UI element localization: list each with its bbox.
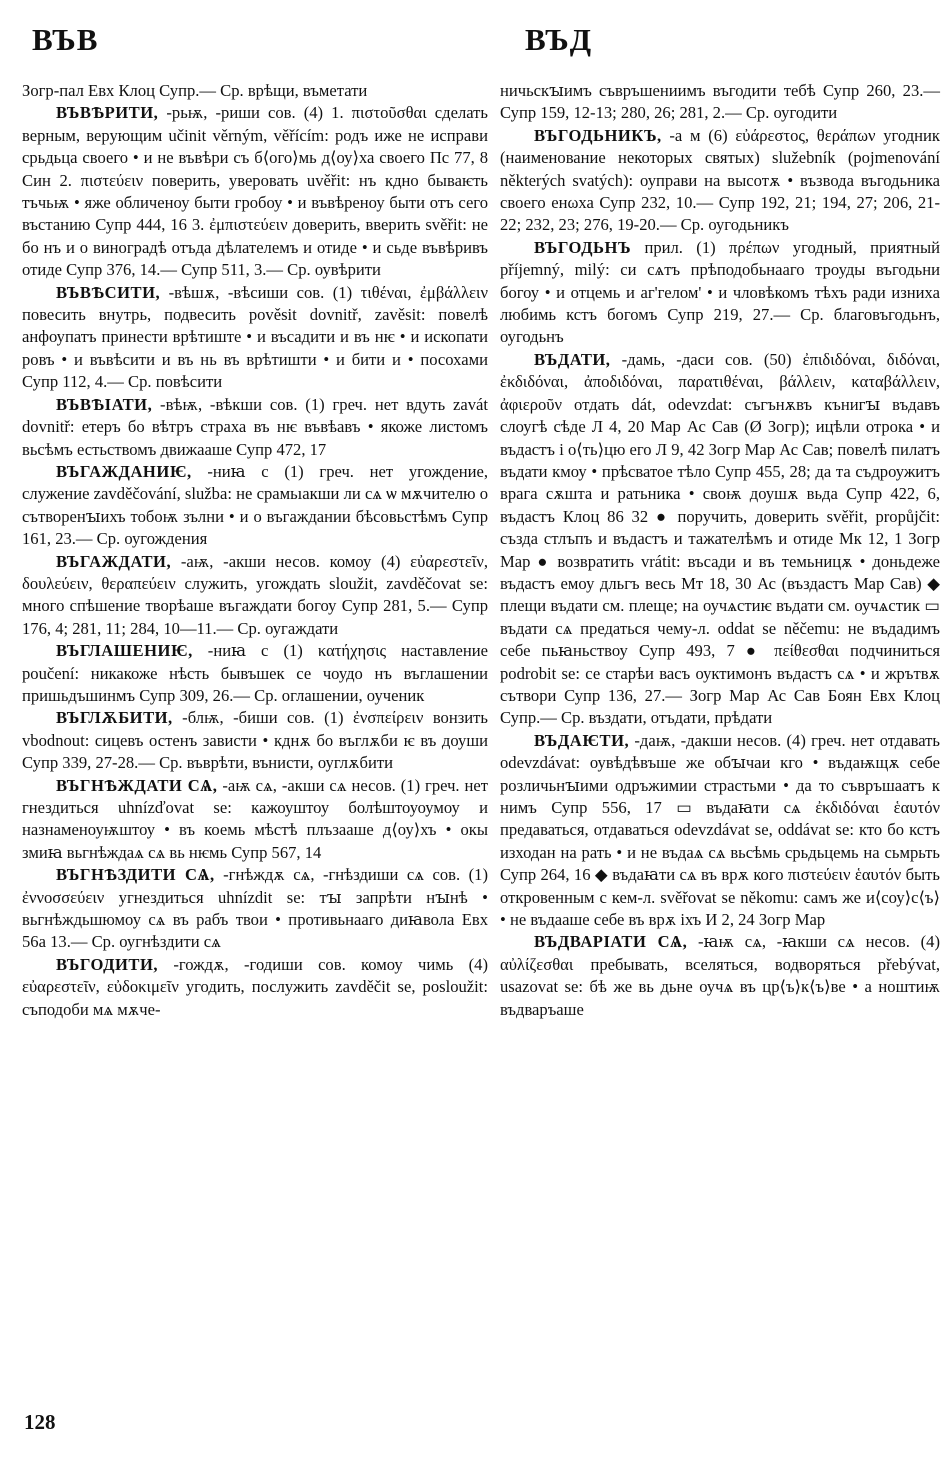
- entry-headword: ВЪВѢСИТИ,: [56, 282, 161, 302]
- entry-headword: ВЪГНѢЗДИТИ СѦ,: [56, 865, 215, 885]
- dictionary-entry: [22, 394, 488, 461]
- entry-headword: ВЪГАЖДАНИѤ,: [56, 461, 192, 481]
- dictionary-entry: [22, 864, 488, 954]
- entry-headword: ВЪГЛАШЕНИѤ,: [56, 641, 193, 661]
- entry-body: ничьскꙑимъ съвръшениимъ въгодити тебѣ Супр 260, 23.— Супр 159, 12-13; 280, 26; 281, 2.— Ср. оугодити: [500, 81, 940, 123]
- entry-headword: ВЪДАТИ,: [534, 349, 611, 369]
- entry-headword: ВЪГНѢЖДАТИ СѦ,: [56, 775, 218, 795]
- entry-body: -блѭ, -биши сов. (1) ἐνσπείρειν вонзить vbodnout: сицевъ остенъ зависти • кднѫ бо въглѫби ѥ въ доуши Супр 339, 27-28.— Ср. въврѣти, вънисти, оуглѫбити: [22, 708, 488, 773]
- entry-body: Зогр-пал Евх Клоц Супр.— Ср. врѣщи, въметати: [22, 81, 368, 100]
- dictionary-entry: [500, 237, 940, 349]
- entry-headword: ВЪВѢРИТИ,: [56, 103, 159, 123]
- dictionary-entry: [22, 640, 488, 707]
- dictionary-entry: [22, 551, 488, 641]
- entry-body: -дамь, -даси сов. (50) ἐπιδιδόναι, διδόναι, ἐκδιδόναι, ἀποδιδόναι, παρατιθέναι, βάλλειν, καταβάλλειν, ἀφιεροῦν отдать dát, odevzdat: съгънѫвъ кънигꙑ въдавъ слоугѣ сѣде Л 4, 20 Мар Ас Сав (Ø Зогр); ицѣли отрока • и въдастъ і о⟨ть⟩цю его Л 9, 42 Зогр Мар Ас Сав; повелѣ пилатъ въдати кмоу • прѣсватое тѣло Супр 455, 28; да та съдроужитъ врага сѫшта и ратьника • своѭ доушѫ вьда Супр 422, 6, въдастъ Клоц 86 32 ● поручить, доверить svěřit, propůjčit: създа стлъпъ и въдастъ и тажателѣмъ и отиде Мк 12, 1 Зогр Мар ● возвратить vrátit: въсади и въ темьницѫ • доньдеже въдастъ емоу дльгъ весь Мт 18, 30 Ас (въздастъ Мар Сав) ◆ плещи въдати см. плеще; на оучѧстиѥ въдати см. оучѧстик ▭ въдати сѧ предаться чему-л. oddat se něčemu: не въдадимъ себе пьꙗньствоу Супр 493, 7 ● πείθεσθαι подчиниться podrobit se: се старѣи васъ оуктимонъ въдастъ сѧ • и жрътвѫ сътвори Супр 136, 27.— Зогр Мар Ас Сав Боян Евх Клоц Супр.— Ср. въздати, отъдати, прѣдати: [500, 349, 940, 728]
- entry-body: -ꙗѭ сѧ, -ꙗкши сѧ несов. (4) αὐλίζεσθαι пребывать, вселяться, водворяться přebývat, usazovat se: бѣ же вь дьне оучѧ въ цр⟨ъ⟩к⟨ъ⟩ве • а ноштиѭ въдваръаше: [500, 932, 940, 1019]
- entry-body: -рьѭ, -риши сов. (4) 1. πιστοῦσθαι сделать верным, верующим učinit věrným, věřícím: родъ иже не исправи срьдьца своего • и не въвѣри съ б⟨ого⟩мь д⟨оу⟩ха своего Пс 77, 8 Син 2. πιστεύειν поверить, уверовать uvěřit: нъ кдно бываѥть тъчьѭ • яже обличеноу быти гробоу • и въвѣреноу быти отъ сего въстанию Супр 444, 16 3. ἐμπιστεύειν доверить, вверить svěřit: не бо нъ и о виноградѣ отъда дѣлателемъ и отиде • и сьде въвѣривъ отиде Супр 376, 14.— Супр 511, 3.— Ср. оувѣрити: [22, 103, 488, 280]
- running-head-right: ВЪД: [525, 22, 593, 57]
- right-column: [500, 80, 940, 1021]
- entry-headword: ВЪГОДИТИ,: [56, 954, 159, 974]
- entry-headword: ВЪВѢІАТИ,: [56, 394, 153, 414]
- dictionary-entry: [22, 707, 488, 774]
- dictionary-entry: [22, 461, 488, 551]
- entry-headword: ВЪГАЖДАТИ,: [56, 551, 172, 571]
- dictionary-entry: [500, 730, 940, 932]
- dictionary-entry: [22, 102, 488, 281]
- entry-body: прил. (1) πρέπων угодный, приятный příjemný, milý: си сѧтъ прѣподобьнааго троуды въгодьни богоу • и отцемь и аг'гелом' • и чловѣкомъ тѣхъ ради изниха любимь кстъ богомъ Супр 219, 27.— Ср. благовъгодьнъ, оугодьнъ: [500, 237, 940, 347]
- dictionary-entry: [22, 775, 488, 865]
- entry-headword: ВЪДАѤТИ,: [534, 730, 630, 750]
- entry-body: -аѭ сѧ, -акши сѧ несов. (1) греч. нет гнездиться uhnízďovat se: кажоуштоу болѣштоуоумоу и назнаменоуѭштоу • въ коемь мѣстѣ плъзааше д⟨оу⟩хъ • окы змиꙗ вьгнѣждаѧ сѧ вь нѥмь Супр 567, 14: [22, 775, 488, 862]
- entry-body: -даѭ, -дакши несов. (4) греч. нет отдавать odevzdávat: оувѣдѣвъше же обꙑчаи кго • въдаѭщѫ себе розличьнꙑими одръжимии страстьми • да то съвръшаатъ к нимъ Супр 556, 17 ▭ въдаꙗти сѧ ἐκδιδόναι ἑαυτόν предаваться, отдаваться odevzdávat se, oddávat se: кто бо кстъ изходан на рать • и не въдаѧ сѧ вьсѣмь срьдьцемь на сьмрьть Супр 264, 16 ◆ въдаꙗти сѧ въ врѫ кого πιστεύειν ἑαυτόν быть откровенным с кем-л. svěřovat se někomu: самъ же и⟨соу⟩с⟨ъ⟩ • не въдааше себе въ врѫ іхъ И 2, 24 Зогр Мар: [500, 730, 940, 930]
- dictionary-entry: [22, 282, 488, 394]
- entry-body: -гнѣждѫ сѧ, -гнѣздиши сѧ сов. (1) ἐννοσσεύειν угнездиться uhnízdit se: тꙑ запрѣти нꙑнѣ • вьгнѣждьшюмоу сѧ въ рабъ твои • противьнааго диꙗвола Евх 56а 13.— Ср. оугнѣздити сѧ: [22, 865, 488, 952]
- left-column: [22, 80, 488, 1021]
- dictionary-entry: [22, 80, 488, 102]
- entry-headword: ВЪДВАРІАТИ СѦ,: [534, 932, 688, 952]
- entry-body: -вѣшѫ, -вѣсиши сов. (1) τιθέναι, ἐμβάλλειν повесить внутрь, подвесить pověsit dovnitř, zavěsit: повелѣ анфоупатъ принести врѣтиште • и въсадити и въ нѥ • и ископати ровъ • и въвѣсити и въ нь въ врѣтишти • и бити и • посохами Супр 112, 4.— Ср. повѣсити: [22, 282, 488, 392]
- entry-headword: ВЪГЛѪБИТИ,: [56, 708, 173, 728]
- dictionary-entry: [500, 125, 940, 237]
- dictionary-entry: [500, 80, 940, 125]
- entry-body: -ниꙗ с (1) κατήχησις наставление poučení: никакоже нѣсть бывъшек се чоудо нъ въглашении пришьдъшинмъ Супр 309, 26.— Ср. оглашении, оученик: [22, 641, 488, 705]
- entry-body: -гождѫ, -годиши сов. комоу чимь (4) εὐαρεστεῖν, εὐδοκιμεῖν угодить, послужить zavděčit se, posloužit: съподоби мѧ мѫче-: [22, 954, 488, 1019]
- entry-body: -вѣѭ, -вѣкши сов. (1) греч. нет вдуть zavát dovnitř: етеръ бо вѣтръ страха въ нѥ въвѣавъ • якоже листомъ вьсѣмъ естьствомъ движааше Супр 472, 17: [22, 394, 488, 459]
- entry-body: -ниꙗ с (1) греч. нет угождение, служение zavděčování, služba: не срамьıакши ли сѧ ѡ мѫчителю о сътворенꙑихъ тобоѭ зълни • и о въгаждании бѣсовьстѣмъ Супр 161, 23.— Ср. оугождения: [22, 461, 488, 549]
- dictionary-entry: [22, 954, 488, 1021]
- entry-body: -аѭ, -акши несов. комоу (4) εὐαρεστεῖν, δουλεύειν, θεραπεύειν служить, угождать sloužit, zavděčovat se: много спѣшение творѣаше въгаждати богоу Супр 281, 5.— Супр 176, 4; 281, 11; 284, 10—11.— Ср. оугаждати: [22, 551, 488, 638]
- running-head-left: ВЪВ: [32, 22, 99, 57]
- dictionary-entry: [500, 931, 940, 1021]
- entry-body: -а м (6) εὐάρεστος, θεράπων угодник (наименование некоторых святых) služebník (pojmenování některých svatých): оуправи на высотѫ • възвода въгодьника своего енωха Супр 232, 10.— Супр 192, 21; 194, 27; 206, 21-22; 232, 23; 276, 19-20.— Ср. оугодьникъ: [500, 125, 940, 235]
- page-number: 128: [24, 1410, 56, 1434]
- entry-headword: ВЪГОДЬНИКЪ,: [534, 125, 662, 145]
- dictionary-entry: [500, 349, 940, 730]
- entry-headword: ВЪГОДЬНЪ: [534, 237, 632, 257]
